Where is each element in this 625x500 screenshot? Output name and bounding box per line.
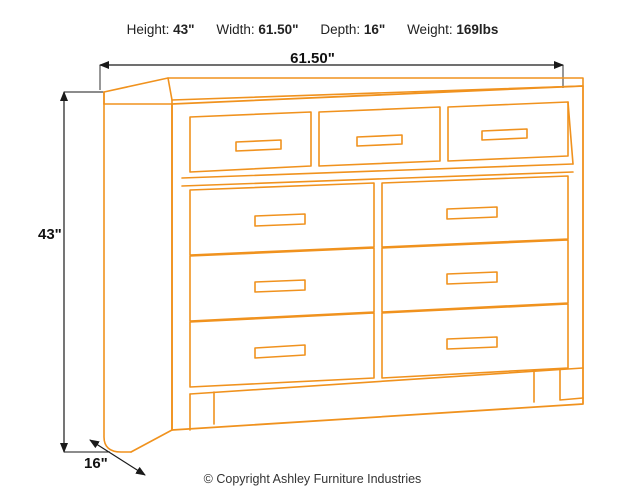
spec-width-value: 61.50" — [258, 22, 299, 37]
spec-height-value: 43" — [173, 22, 195, 37]
dresser-outline — [104, 78, 583, 452]
dimension-arrows — [64, 65, 563, 475]
copyright-notice: © Copyright Ashley Furniture Industries — [203, 472, 422, 486]
spec-weight-label: Weight: — [407, 22, 453, 37]
spec-width-label: Width: — [216, 22, 255, 37]
width-dimension-label: 61.50" — [290, 50, 335, 67]
depth-dimension-label: 16" — [84, 455, 108, 472]
spec-depth-label: Depth: — [320, 22, 361, 37]
height-dimension-label: 43" — [38, 226, 62, 243]
spec-depth-value: 16" — [363, 22, 386, 37]
spec-height-label: Height: — [126, 22, 170, 37]
spec-weight-value: 169lbs — [456, 22, 499, 37]
